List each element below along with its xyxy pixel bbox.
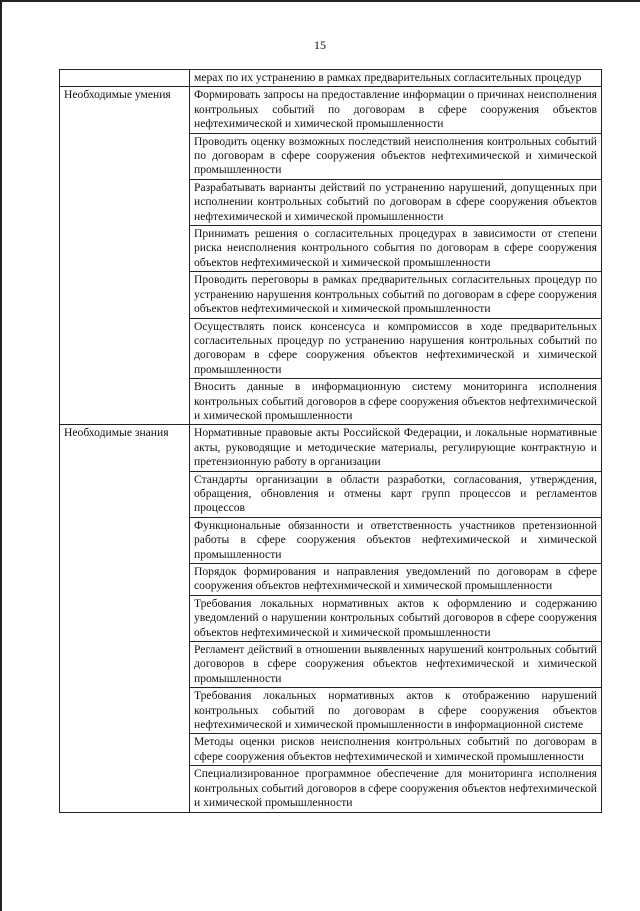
list-item: Разрабатывать варианты действий по устранению нарушений, допущенных при исполнении контрольных событий по договорам в сфере сооружения объектов нефтехимической и химической промышленности <box>190 179 601 225</box>
page-number: 15 <box>314 38 326 52</box>
row-label <box>60 70 190 87</box>
list-item: Специализированное программное обеспечение для мониторинга исполнения контрольных событий договоров в сфере сооружения объектов нефтехимической и химической промышленности <box>190 765 601 811</box>
row-label: Необходимые знания <box>60 425 190 812</box>
table-row <box>60 70 602 87</box>
row-content <box>190 70 602 87</box>
row-label: Необходимые умения <box>60 87 190 425</box>
row-content <box>190 425 602 812</box>
list-item: Вносить данные в информационную систему мониторинга исполнения контрольных событий договоров в сфере сооружения объектов нефтехимической и химической промышленности <box>190 378 601 424</box>
list-item: Нормативные правовые акты Российской Федерации, и локальные нормативные акты, руководящие и методические материалы, регулирующие контрактную и претензионную работу в организации <box>194 426 597 469</box>
list-item: Порядок формирования и направления уведомлений по договорам в сфере сооружения объектов нефтехимической и химической промышленности <box>190 563 601 595</box>
list-item: Проводить оценку возможных последствий неисполнения контрольных событий по договорам в сфере сооружения объектов нефтехимической и химической промышленности <box>190 133 601 179</box>
table-row <box>60 87 602 425</box>
list-item: Проводить переговоры в рамках предварительных согласительных процедур по устранению нарушения контрольных событий по договорам в сфере сооружения объектов нефтехимической и химической промышленности <box>190 271 601 317</box>
list-item: Осуществлять поиск консенсуса и компромиссов в ходе предварительных согласительных процедур по устранению нарушения контрольных событий по договорам в сфере сооружения объектов нефтехимической и химической промышленности <box>190 318 601 379</box>
list-item: Стандарты организации в области разработки, согласования, утверждения, обращения, обновления и отмены карт групп процессов и регламентов процессов <box>190 471 601 517</box>
list-item: Принимать решения о согласительных процедурах в зависимости от степени риска неисполнения контрольного события по договорам в сфере сооружения объектов нефтехимической и химической промышленности <box>190 225 601 271</box>
table-row <box>60 425 602 812</box>
list-item: Регламент действий в отношении выявленных нарушений контрольных событий договоров в сфере сооружения объектов нефтехимической и химической промышленности <box>190 641 601 687</box>
list-item: Требования локальных нормативных актов к отображению нарушений контрольных событий по договорам в сфере сооружения объектов нефтехимической и химической промышленности в информационной системе <box>190 687 601 733</box>
list-item: Функциональные обязанности и ответственность участников претензионной работы в сфере сооружения объектов нефтехимической и химической промышленности <box>190 517 601 563</box>
list-item: мерах по их устранению в рамках предварительных согласительных процедур <box>194 71 582 84</box>
list-item: Методы оценки рисков неисполнения контрольных событий по договорам в сфере сооружения объектов нефтехимической и химической промышленности <box>190 733 601 765</box>
list-item: Требования локальных нормативных актов к оформлению и содержанию уведомлений о нарушении контрольных событий договоров в сфере сооружения объектов нефтехимической и химической промышленности <box>190 595 601 641</box>
requirements-table <box>59 69 602 813</box>
list-item: Формировать запросы на предоставление информации о причинах неисполнения контрольных событий по договорам в сфере сооружения объектов нефтехимической и химической промышленности <box>194 88 597 131</box>
row-content <box>190 87 602 425</box>
